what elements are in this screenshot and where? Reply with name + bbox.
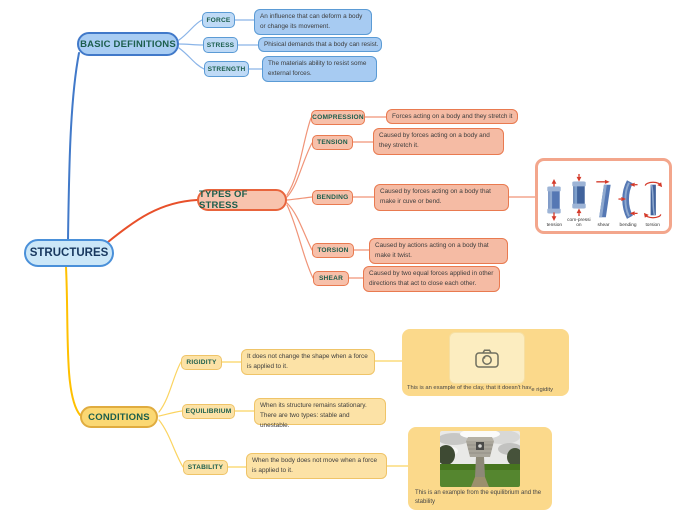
term-node-stability[interactable]: STABILITY xyxy=(183,460,228,475)
camera-icon xyxy=(474,348,500,369)
term-node-tension[interactable]: TENSION xyxy=(312,135,353,150)
rigidity-example-card[interactable] xyxy=(402,329,569,396)
branch-node-label: CONDITIONS xyxy=(88,411,150,423)
root-node-label: STRUCTURES xyxy=(29,247,109,259)
torsion-bar-icon xyxy=(642,178,664,222)
compression-figure xyxy=(567,173,592,229)
tension-bar-icon xyxy=(543,178,565,222)
branch-node-basic-definitions[interactable] xyxy=(77,32,179,56)
stability-card-caption: This is an example from the equilibrium and the stability xyxy=(415,490,542,505)
bending-figure xyxy=(616,178,641,229)
image-placeholder[interactable] xyxy=(449,332,525,384)
term-node-force[interactable]: FORCE xyxy=(202,12,235,28)
branch-line-types-of-stress xyxy=(108,200,197,242)
branch-node-types-of-stress[interactable] xyxy=(197,189,287,211)
branch-line-conditions xyxy=(66,267,80,415)
figure-label: bending xyxy=(619,223,637,229)
stress-types-image-card[interactable] xyxy=(535,158,672,234)
shear-bar-icon xyxy=(592,178,614,222)
figure-label: torsion xyxy=(645,223,660,229)
caption-subscript-text: e rigidity xyxy=(531,386,554,393)
term-node-stress[interactable]: STRESS xyxy=(203,37,238,53)
term-node-rigidity[interactable]: RIGIDITY xyxy=(181,355,222,370)
definition-node-force[interactable]: An influence that can deform a body or change its movement. xyxy=(254,9,372,35)
definition-node-bending[interactable]: Caused by forces acting on a body that make ir cuve or bend. xyxy=(374,184,509,211)
definition-node-equilibrium[interactable]: When its structure remains stationary. There are two types: stable and unestable. xyxy=(254,398,386,425)
root-node-structures[interactable] xyxy=(24,239,114,267)
definition-node-tension[interactable]: Caused by forces acting on a body and they stretch it. xyxy=(373,128,504,155)
tension-figure xyxy=(542,178,567,229)
rigidity-card-caption xyxy=(407,384,567,393)
caption-text: This is an example of the clay, that it doesn't hav xyxy=(407,385,532,392)
figure-label: com-pression xyxy=(567,217,591,229)
term-node-compression[interactable]: COMPRESSION xyxy=(311,110,365,125)
cantilevered-building-photo[interactable] xyxy=(440,431,520,487)
definition-node-strength[interactable]: The materials ability to resist some external forces. xyxy=(262,56,377,82)
definition-node-torsion[interactable]: Caused by actions acting on a body that make it twist. xyxy=(369,238,508,264)
figure-label: shear xyxy=(597,223,610,229)
definition-node-stability[interactable]: When the body does not move when a force is applied to it. xyxy=(246,453,387,479)
term-node-shear[interactable]: SHEAR xyxy=(313,271,349,286)
definition-node-stress[interactable]: Phisical demands that a body can resist. xyxy=(258,37,382,52)
compression-bar-icon xyxy=(568,173,590,217)
term-node-strength[interactable]: STRENGTH xyxy=(204,61,249,77)
definition-node-rigidity[interactable]: It does not change the shape when a force is applied to it. xyxy=(241,349,375,375)
branch-node-label: BASIC DEFINITIONS xyxy=(80,38,176,50)
shear-figure xyxy=(591,178,616,229)
figure-label: tension xyxy=(546,223,563,229)
term-node-bending[interactable]: BENDING xyxy=(312,190,353,205)
branch-node-label: TYPES OF STRESS xyxy=(199,189,248,211)
stability-example-card[interactable] xyxy=(408,427,552,510)
torsion-figure xyxy=(640,178,665,229)
branch-node-conditions[interactable] xyxy=(80,406,158,428)
term-node-equilibrium[interactable]: EQUILIBRIUM xyxy=(182,404,235,419)
definition-node-compression[interactable]: Forces acting on a body and they stretch it xyxy=(386,109,518,124)
branch-line-basic-definitions xyxy=(68,53,79,240)
definition-node-shear[interactable]: Caused by two equal forces applied in other directions that act to close each other. xyxy=(363,266,500,292)
bending-bar-icon xyxy=(617,178,639,222)
term-node-torsion[interactable]: TORSION xyxy=(312,243,354,258)
